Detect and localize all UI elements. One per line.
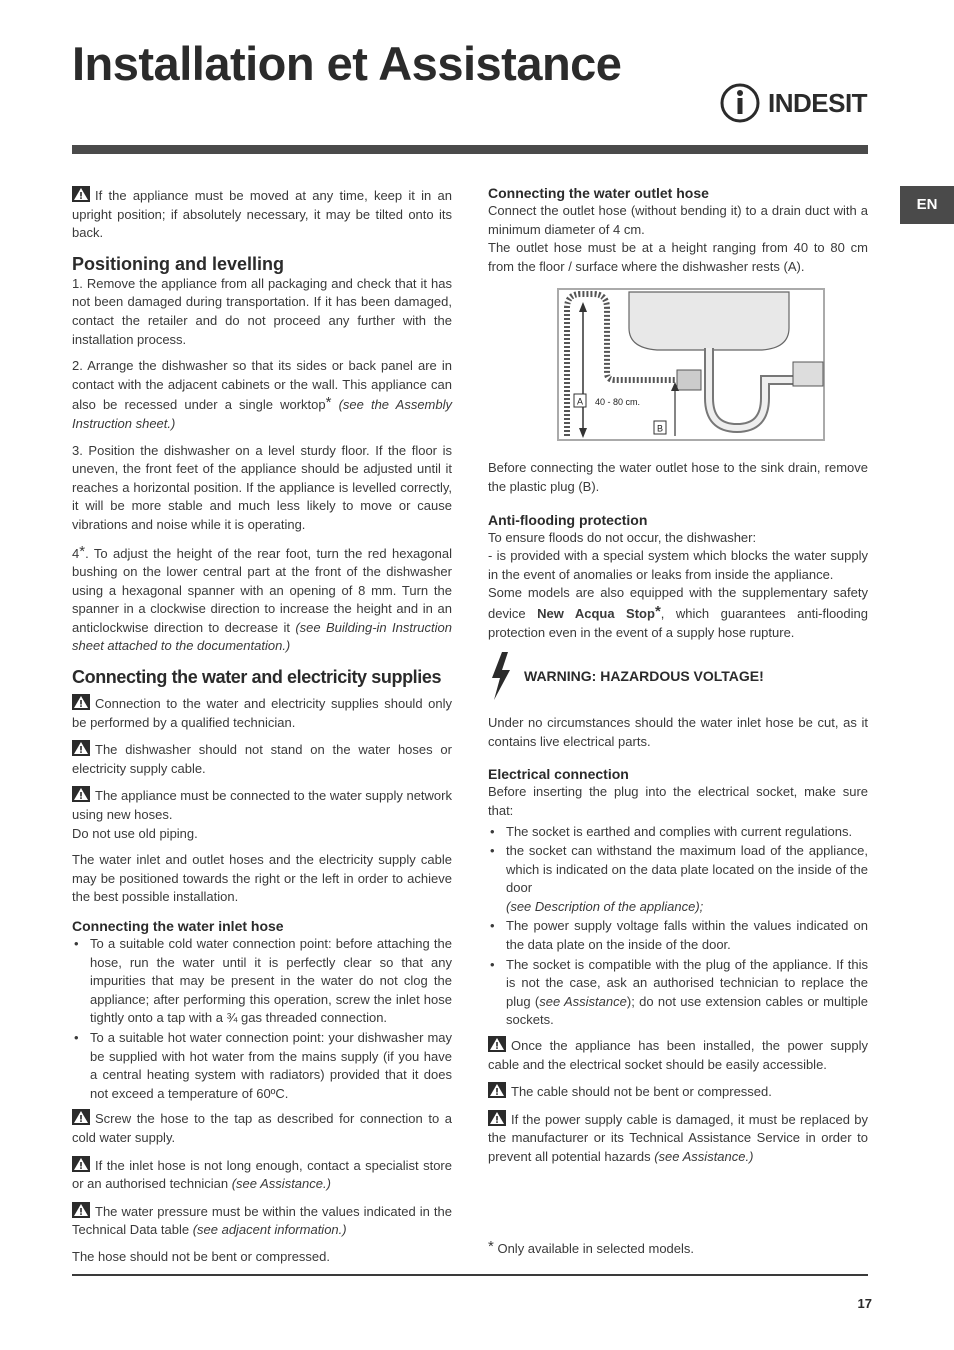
voltage-warning-heading: WARNING: HAZARDOUS VOLTAGE! — [524, 667, 764, 684]
logo-wordmark: INDESIT — [768, 88, 868, 118]
fig-label-a: A — [576, 396, 584, 407]
supplies-hoses-text: The water inlet and outlet hoses and the electricity supply cable may be positioned towards the right or the left in order to achieve the best possible installation. — [72, 852, 452, 905]
positioning-step-1: 1. Remove the appliance from all packaging and check that it has not been damaged during transportation. If it has been damaged, contact the retailer and do not proceed any further with the installation process. — [72, 275, 452, 347]
supplies-warning-1: Connection to the water and electricity supplies should only be performed by a qualified technician. — [72, 696, 452, 730]
warning-triangle-icon — [72, 186, 90, 202]
warning-triangle-icon — [72, 694, 90, 710]
warning-triangle-icon — [72, 740, 90, 756]
inlet-hose-note: The hose should not be bent or compressed. — [72, 1248, 330, 1264]
voltage-text: Under no circumstances should the water inlet hose be cut, as it contains live electrical parts. — [488, 715, 868, 749]
lightning-bolt-icon — [488, 652, 514, 700]
list-item: • The power supply voltage falls within the values indicated on the data plate on the inside of the door. — [488, 917, 868, 954]
warning-triangle-icon — [72, 786, 90, 802]
outlet-text-1: Connect the outlet hose (without bending it) to a drain duct with a minimum diameter of 4 cm. — [488, 203, 868, 237]
electrical-warning-2: The cable should not be bent or compressed. — [488, 1082, 868, 1102]
list-item: • the socket can withstand the maximum load of the appliance, which is indicated on the data plate located on the inside of the door (see Description of the appliance); — [488, 842, 868, 916]
antiflood-text-3: Some models are also equipped with the supplementary safety device New Acqua Stop*, which guarantees anti-flooding protection even in the event of a supply hose rupture. — [488, 585, 868, 640]
inlet-list — [72, 935, 452, 1103]
antiflood-heading: Anti-flooding protection — [488, 511, 648, 528]
list-item: • The socket is compatible with the plug of the appliance. If this is not the case, ask an authorised technician to replace the plug (see Assistance); do not use extension cables or multiple sockets. — [488, 956, 868, 1030]
supplies-old-piping: Do not use old piping. — [72, 825, 198, 841]
positioning-heading: Positioning and levelling — [72, 253, 285, 274]
supplies-warning-3: The appliance must be connected to the water supply network using new hoses. — [72, 788, 452, 823]
electrical-list — [488, 823, 868, 1031]
list-item: • To a suitable hot water connection point: your dishwasher may be supplied with hot water from the mains supply (if you have a central heating system with radiators) provided that it does not exceed a temperature of 60ºC. — [72, 1029, 452, 1103]
outlet-text-2: The outlet hose must be at a height ranging from 40 to 80 cm from the floor / surface where the dishwasher rests (A). — [488, 240, 868, 274]
list-item: • The socket is earthed and complies with current regulations. — [488, 823, 868, 842]
header-bar — [72, 145, 868, 154]
inlet-warning-3: The water pressure must be within the values indicated in the Technical Data table (see adjacent information.) — [72, 1203, 452, 1238]
footer-rule — [72, 1274, 868, 1276]
warning-triangle-icon — [488, 1110, 506, 1126]
electrical-warning-3: If the power supply cable is damaged, it must be replaced by the manufacturer or its Technical Assistance Service in order to prevent all potential hazards (see Assistance.) — [488, 1111, 868, 1164]
footnote: * Only available in selected models. — [488, 1238, 695, 1256]
voltage-warning — [488, 652, 868, 700]
supplies-heading: Connecting the water and electricity supplies — [72, 667, 442, 688]
intro-warning: If the appliance must be moved at any time, keep it in an upright position; if absolutely necessary, it may be tilted onto its back. — [72, 188, 452, 241]
outlet-heading: Connecting the water outlet hose — [488, 185, 709, 201]
page-number: 17 — [857, 1296, 872, 1311]
positioning-step-2: 2. Arrange the dishwasher so that its sides or back panel are in contact with the adjacent cabinets or the wall. This appliance can also be recessed under a single worktop* (see the Assembly Instruction sheet.) — [72, 358, 452, 431]
left-column — [72, 186, 452, 1275]
electrical-intro: Before inserting the plug into the electrical socket, make sure that: — [488, 784, 868, 818]
fig-label-b: B — [656, 423, 664, 434]
page-title: Installation et Assistance — [72, 37, 622, 90]
language-tab: EN — [900, 186, 954, 224]
warning-triangle-icon — [72, 1109, 90, 1125]
list-item: • To a suitable cold water connection point: before attaching the hose, run the water until it is perfectly clear so that any impurities that may be present in the water do not clog the appliance; after performing this operation, screw the inlet hose tightly onto a tap with a ¾ gas threaded connection. — [72, 935, 452, 1028]
antiflood-text-2: - is provided with a special system which blocks the water supply in the event of anomalies or leaks from inside the appliance. — [488, 548, 868, 582]
warning-triangle-icon — [72, 1202, 90, 1218]
positioning-step-3: 3. Position the dishwasher on a level sturdy floor. If the floor is uneven, the front feet of the appliance should be adjusted until it reaches a horizontal position. If the appliance is levelled correctly, it will be more stable and much less likely to move or cause vibrations and noise while it is operating. — [72, 442, 452, 532]
fig-label-range: 40 - 80 cm. — [595, 397, 641, 408]
supplies-warning-2: The dishwasher should not stand on the water hoses or electricity supply cable. — [72, 742, 452, 776]
inlet-warning-2: If the inlet hose is not long enough, contact a specialist store or an authorised technician (see Assistance.) — [72, 1157, 452, 1192]
positioning-step-4: 4*. To adjust the height of the rear foot, turn the red hexagonal bushing on the lower central part at the front of the dishwasher using a hexagonal spanner with an opening of 8 mm. Turn the spanner in a clockwise direction to increase the height and in an anticlockwise direction to decrease it (see Building-in Instruction sheet attached to the documentation.) — [72, 542, 452, 654]
electrical-warning-1: Once the appliance has been installed, the power supply cable and the electrical socket should be easily accessible. — [488, 1038, 868, 1072]
antiflood-text-1: To ensure floods do not occur, the dishwasher: — [488, 529, 757, 545]
warning-triangle-icon — [488, 1082, 506, 1098]
warning-triangle-icon — [488, 1036, 506, 1052]
right-column — [488, 184, 868, 1175]
electrical-heading: Electrical connection — [488, 766, 629, 783]
warning-triangle-icon — [72, 1156, 90, 1172]
inlet-heading: Connecting the water inlet hose — [72, 918, 284, 934]
outlet-text-3: Before connecting the water outlet hose to the sink drain, remove the plastic plug (B). — [488, 460, 868, 494]
inlet-warning-1: Screw the hose to the tap as described for connection to a cold water supply. — [72, 1111, 452, 1145]
outlet-hose-diagram — [557, 288, 825, 441]
